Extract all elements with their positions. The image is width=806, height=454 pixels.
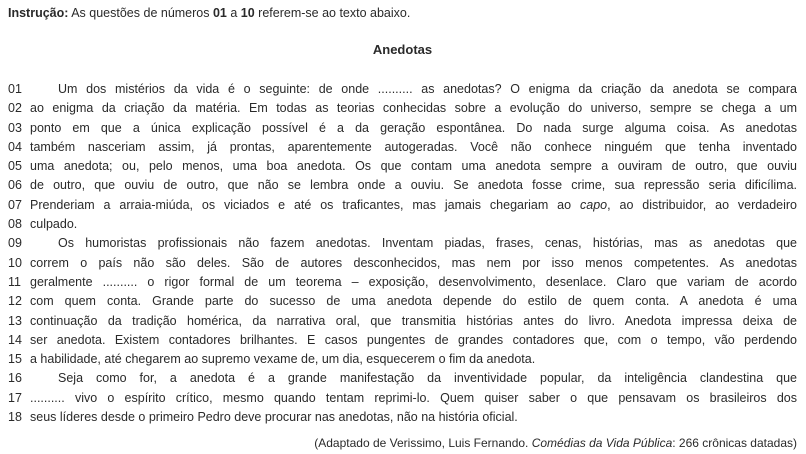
text-line <box>8 99 797 118</box>
text-line <box>8 138 797 157</box>
line-number: 15 <box>8 352 22 367</box>
line-text <box>30 80 797 99</box>
text-title: Anedotas <box>372 42 433 57</box>
text-segment: com quem conta. Grande parte do sucesso de uma anedota depende do estilo de quem conta. A anedota é uma <box>30 294 797 309</box>
line-number: 09 <box>8 236 22 251</box>
text-line <box>8 80 797 99</box>
text-segment: também nasceriam assim, já prontas, aparentemente autogeradas. Você não conhece ninguém que tenha inventado <box>30 139 797 154</box>
line-number: 07 <box>8 197 22 212</box>
text-body <box>8 80 797 427</box>
instruction-line <box>8 5 797 21</box>
text-line <box>8 215 797 234</box>
text-line <box>8 350 797 369</box>
line-text <box>30 176 797 195</box>
citation <box>8 436 797 451</box>
line-number: 04 <box>8 139 22 154</box>
text-segment: geralmente .......... o rigor formal de um teorema – exposição, desenvolvimento, desenlace. Claro que variam de acordo <box>30 274 797 289</box>
text-segment: ser anedota. Existem contadores brilhantes. E casos pungentes de grandes contadores que, com o tempo, vão perdendo <box>30 332 797 347</box>
line-number: 02 <box>8 101 22 116</box>
line-number: 03 <box>8 120 22 135</box>
line-text <box>30 196 797 215</box>
line-text <box>30 99 797 118</box>
text-segment: continuação da tradição homérica, da narrativa oral, que transmitia histórias antes do livro. Anedota impressa deixa de <box>30 313 797 328</box>
line-number: 12 <box>8 294 22 309</box>
line-number: 18 <box>8 410 22 425</box>
text-segment: de outro, que ouviu de outro, que não se lembra onde a ouviu. Se anedota fosse crime, sua repressão seria dificílima. <box>30 178 797 193</box>
text-segment: .......... vivo o espírito crítico, mesmo quando tentam reprimi-lo. Quem quiser saber o que pensavam os brasileiros dos <box>30 390 797 405</box>
text-line <box>8 196 797 215</box>
citation-book-title: Comédias da Vida Pública <box>531 436 673 451</box>
line-text <box>30 138 797 157</box>
text-segment: Prenderiam a arraia-miúda, os viciados e até os traficantes, mas jamais chegariam ao <box>30 197 580 212</box>
line-text <box>30 119 797 138</box>
line-text <box>30 234 797 253</box>
line-number: 11 <box>8 274 21 289</box>
text-segment: a habilidade, até chegarem ao supremo vexame de, um dia, esquecerem o fim da anedota. <box>30 352 536 367</box>
line-text <box>30 369 797 388</box>
instruction-text: a <box>226 6 241 20</box>
text-line <box>8 254 797 273</box>
text-line <box>8 119 797 138</box>
instruction-text: As questões de números <box>68 6 213 20</box>
text-line <box>8 331 797 350</box>
line-number: 16 <box>8 371 22 386</box>
text-segment: ponto em que a única explicação possível é a da geração espontânea. Do nada surge alguma coisa. As anedotas <box>30 120 797 135</box>
text-line <box>8 389 797 408</box>
line-text <box>30 215 797 234</box>
italic-word: capo <box>580 197 608 212</box>
instruction-text: referem-se ao texto abaixo. <box>254 6 411 20</box>
line-number: 14 <box>8 332 22 347</box>
text-line <box>8 408 797 427</box>
text-segment: Os humoristas profissionais não fazem anedotas. Inventam piadas, frases, cenas, histórias, mas as anedotas que <box>58 236 797 251</box>
line-number: 10 <box>8 255 22 270</box>
text-line <box>8 157 797 176</box>
text-segment: seus líderes desde o primeiro Pedro deve procurar nas anedotas, não na história oficial. <box>30 410 518 425</box>
instruction-question-end: 10 <box>240 6 255 20</box>
line-number: 01 <box>8 82 22 96</box>
text-line <box>8 176 797 195</box>
text-segment: Seja como for, a anedota é a grande manifestação da inventividade popular, da inteligência clandestina que <box>58 371 797 386</box>
text-line <box>8 234 797 253</box>
text-segment: culpado. <box>30 217 78 232</box>
citation-text: (Adaptado de Verissimo, Luis Fernando. <box>314 436 532 451</box>
instruction-label: Instrução: <box>8 6 69 20</box>
line-text <box>30 389 797 408</box>
instruction-question-start: 01 <box>212 6 227 20</box>
text-segment: , ao distribuidor, ao verdadeiro <box>607 197 797 212</box>
text-segment: uma anedota; ou, pelo menos, uma boa anedota. Os que contam uma anedota sempre a ouviram de outro, que ouviu <box>30 159 797 174</box>
line-text <box>30 292 797 311</box>
line-number: 13 <box>8 313 22 328</box>
text-segment: Um dos mistérios da vida é o seguinte: de onde .......... as anedotas? O enigma da criação da anedota se compara <box>58 82 797 96</box>
text-line <box>8 312 797 331</box>
line-text <box>30 331 797 350</box>
line-text <box>30 273 797 292</box>
text-line <box>8 292 797 311</box>
line-text <box>30 254 797 273</box>
line-number: 05 <box>8 159 22 174</box>
line-text <box>30 408 797 427</box>
line-number: 08 <box>8 217 22 232</box>
line-text <box>30 350 797 369</box>
citation-text: : 266 crônicas datadas) <box>672 436 797 451</box>
text-line <box>8 273 797 292</box>
text-segment: ao enigma da criação da matéria. Em todas as teorias conhecidas sobre a evolução do universo, sempre se chega a um <box>30 101 797 116</box>
text-segment: correm o país não são deles. São de autores desconhecidos, mas nem por isso menos competentes. As anedotas <box>30 255 797 270</box>
line-text <box>30 157 797 176</box>
text-line <box>8 369 797 388</box>
line-number: 17 <box>8 390 22 405</box>
line-text <box>30 312 797 331</box>
line-number: 06 <box>8 178 22 193</box>
